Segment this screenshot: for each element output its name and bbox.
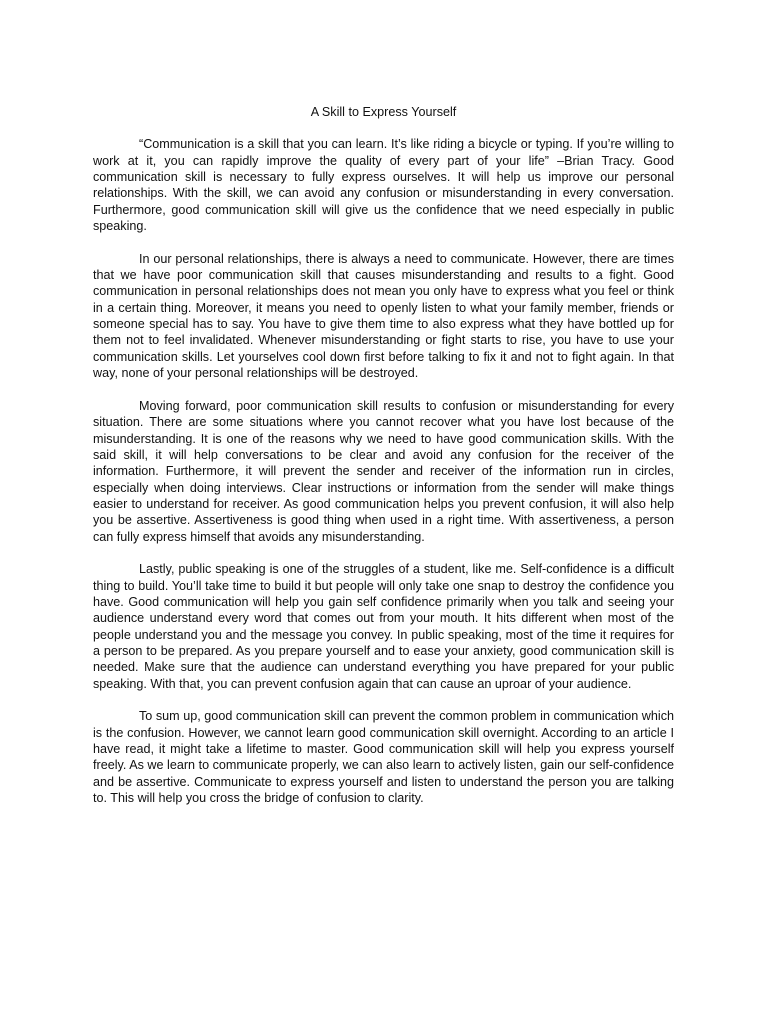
paragraph-intro: “Communication is a skill that you can learn. It’s like riding a bicycle or typing. If you’re willing to work at it, you can rapidly improve the quality of every part of your life” –Brian Tracy. Good communication skill is necessary to fully express ourselves. It will help us improve our personal relationships. With the skill, we can avoid any confusion or misunderstanding in every conversation. Furthermore, good communication skill will give us the confidence that we need especially in public speaking. bbox=[93, 137, 674, 234]
document-body bbox=[93, 104, 674, 823]
paragraph-misunderstanding: Moving forward, poor communication skill results to confusion or misunderstanding for every situation. There are some situations where you cannot recover what you have lost because of the misunderstanding. It is one of the reasons why we need to have good communication skills. With the said skill, it will help conversations to be clear and avoid any confusion for the receiver of the information. Furthermore, it will prevent the sender and receiver of the information run in circles, especially when doing interviews. Clear instructions or information from the sender will make things easier to understand for receiver. As good communication helps you prevent confusion, it will also help you be assertive. Assertiveness is good thing when used in a right time. With assertiveness, a person can fully express himself that avoids any misunderstanding. bbox=[93, 398, 674, 544]
document-title: A Skill to Express Yourself bbox=[310, 105, 457, 119]
paragraph-personal-relationships: In our personal relationships, there is always a need to communicate. However, there are times that we have poor communication skill that causes misunderstanding and results to a fight. Good communication in personal relationships does not mean you only have to express what you feel or think in a certain thing. Moreover, it means you need to openly listen to what your family member, friends or someone special has to say. You have to give them time to also express what they have bottled up for them not to feel invalidated. Whenever misunderstanding or fight starts to rise, you have to use your communication skills. Let yourselves cool down first before talking to fix it and not to fight again. In that way, none of your personal relationships will be destroyed. bbox=[93, 251, 674, 381]
paragraph-conclusion: To sum up, good communication skill can prevent the common problem in communication which is the confusion. However, we cannot learn good communication skill overnight. According to an article I have read, it might take a lifetime to master. Good communication skill will help you express yourself freely. As we learn to communicate properly, we can also learn to actively listen, gain our self-confidence and be assertive. Communicate to express yourself and listen to understand the person you are talking to. This will help you cross the bridge of confusion to clarity. bbox=[93, 709, 674, 806]
paragraph-public-speaking: Lastly, public speaking is one of the struggles of a student, like me. Self-confidence is a difficult thing to build. You’ll take time to build it but people will only take one snap to destroy the confidence you have. Good communication will help you gain self confidence primarily when you talk and seeing your audience understand every word that comes out from your mouth. It hits different when most of the people understand you and the message you convey. In public speaking, most of the time it requires for a person to be prepared. As you prepare yourself and to ease your anxiety, good communication skill is needed. Make sure that the audience can understand everything you have prepared for your public speaking. With that, you can prevent confusion again that can cause an uproar of your audience. bbox=[93, 562, 674, 691]
